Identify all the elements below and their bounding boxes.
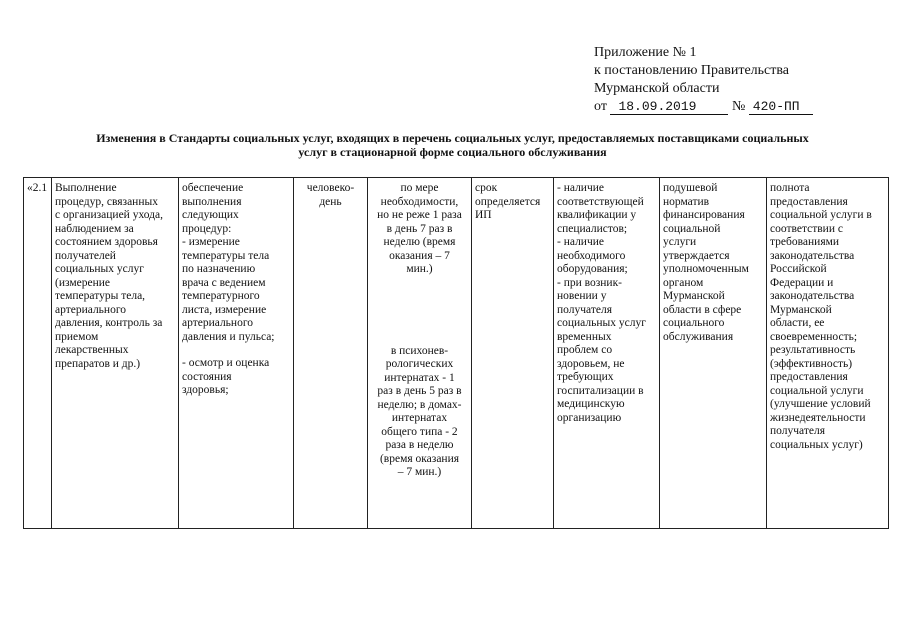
text-line: соответствии с: [770, 222, 843, 235]
text-line: наблюдением за: [55, 222, 134, 235]
text-line: температуры тела,: [55, 290, 146, 302]
text-line: уполномоченным: [663, 263, 749, 275]
text-line: требованиями: [770, 236, 840, 248]
standards-table: [23, 177, 889, 529]
text-line: законодательства: [770, 249, 855, 262]
text-line: норматив: [663, 195, 710, 208]
text-line: необходимого: [557, 249, 626, 262]
text-line: по назначению: [182, 263, 256, 275]
text-line: специалистов;: [557, 222, 628, 235]
text-line: предоставления: [770, 371, 848, 383]
title-line-1: Изменения в Стандарты социальных услуг, входящих в перечень социальных услуг, предоставляемых поставщиками социальных: [96, 131, 809, 145]
text-line: здоровьем, не: [557, 357, 625, 370]
service-term: [475, 182, 550, 223]
service-name: [55, 182, 175, 371]
text-line: органом: [663, 276, 704, 289]
cell-norm: [660, 178, 767, 529]
text-line: соответствующей: [557, 195, 644, 208]
cell-frequency: [368, 178, 472, 529]
text-line: – 7 мин.): [397, 466, 442, 478]
text-line: социального: [663, 317, 725, 329]
text-line: организацию: [557, 411, 622, 424]
text-line: листа, измерение: [182, 303, 267, 316]
date-prefix: от: [594, 99, 607, 114]
frequency-part-b: [371, 345, 468, 480]
text-line: интернатах - 1: [384, 371, 455, 384]
text-line: утверждается: [663, 249, 730, 262]
decree-number: 420-ПП: [749, 100, 813, 115]
number-prefix: №: [731, 99, 746, 114]
text-line: новении у: [557, 290, 607, 302]
text-line: финансирования: [663, 209, 745, 221]
service-conditions: [557, 182, 656, 425]
table-row: [24, 178, 889, 529]
appendix-header: [594, 44, 894, 116]
text-line: госпитализации в: [557, 384, 644, 397]
text-line: Федерации и: [770, 276, 834, 289]
text-line: мин.): [406, 263, 433, 275]
text-line: законодательства: [770, 290, 855, 302]
cell-number: [24, 178, 52, 529]
text-line: оборудования;: [557, 263, 628, 275]
text-line: с организацией ухода,: [55, 209, 164, 221]
text-line: общего типа - 2: [381, 425, 458, 438]
frequency-part-a: [371, 182, 468, 277]
text-line: обслуживания: [663, 330, 734, 343]
text-line: препаратов и др.): [55, 357, 141, 370]
cell-term: [472, 178, 554, 529]
text-line: давления и пульса;: [182, 330, 275, 343]
text-line: социальной услуги в: [770, 209, 872, 221]
text-line: неделю (время: [383, 236, 456, 248]
cell-service: [52, 178, 179, 529]
text-line: состоянием здоровья: [55, 236, 158, 248]
text-line: выполнения: [182, 195, 242, 208]
appendix-date-line: [594, 98, 894, 116]
text-line: получателя: [557, 303, 612, 316]
text-line: раза в неделю: [385, 439, 454, 451]
text-line: (время оказания: [379, 452, 460, 465]
text-line: социальной услуги: [770, 384, 864, 397]
appendix-line-1: Приложение № 1: [594, 45, 697, 60]
text-line: приемом: [55, 330, 99, 343]
text-line: здоровья;: [182, 384, 229, 396]
text-line: услуги: [663, 236, 697, 248]
cell-conditions: [554, 178, 660, 529]
text-line: требующих: [557, 371, 614, 383]
text-line: процедур, связанных: [55, 195, 158, 208]
text-line: ИП: [475, 209, 492, 221]
text-line: человеко-: [306, 182, 355, 194]
text-line: (измерение: [55, 276, 111, 289]
text-line: давления, контроль за: [55, 317, 163, 329]
text-line: - наличие: [557, 236, 604, 248]
cell-unit: [294, 178, 368, 529]
text-line: Выполнение: [55, 182, 117, 194]
decree-date: 18.09.2019: [610, 100, 728, 115]
text-line: Российской: [770, 263, 827, 275]
text-line: срок: [475, 182, 498, 194]
text-line: области, ее: [770, 317, 825, 329]
text-line: неделю; в домах-: [377, 398, 462, 411]
text-line: результативность: [770, 344, 856, 356]
text-line: квалификации у: [557, 209, 637, 221]
text-line: жизнедеятельности: [770, 411, 866, 424]
text-line: - осмотр и оценка: [182, 357, 270, 369]
text-line: температуры тела: [182, 249, 270, 262]
text-line: артериального: [182, 317, 254, 329]
text-line: - наличие: [557, 182, 604, 194]
text-line: температурного: [182, 290, 260, 302]
text-line: следующих: [182, 209, 239, 221]
text-line: по мере: [400, 182, 439, 194]
text-line: социальных услуг: [557, 317, 646, 329]
text-line: в день 7 раз в: [386, 222, 453, 235]
text-line: лекарственных: [55, 344, 129, 356]
quality-indicators: [770, 182, 885, 452]
appendix-line-2: к постановлению Правительства: [594, 63, 790, 78]
text-line: определяется: [475, 195, 541, 208]
text-line: Мурманской: [770, 303, 832, 316]
text-line: артериального: [55, 303, 127, 316]
text-line: получателей: [55, 249, 116, 262]
text-line: своевременность;: [770, 330, 858, 343]
text-line: социальной: [663, 222, 721, 235]
document-title: [40, 131, 865, 159]
text-line: полнота: [770, 182, 810, 194]
text-line: социальных услуг): [770, 438, 863, 451]
cell-content: [179, 178, 294, 529]
text-line: обеспечение: [182, 182, 244, 194]
row-number: «2.1: [27, 182, 48, 194]
text-line: подушевой: [663, 182, 718, 194]
financing-norm: [663, 182, 763, 344]
text-line: области в сфере: [663, 303, 742, 316]
text-line: оказания – 7: [389, 249, 450, 262]
unit-of-service: [297, 182, 364, 209]
text-line: в психонев-: [390, 344, 449, 357]
text-line: интернатах: [391, 412, 448, 424]
content-part-a: [182, 182, 290, 344]
text-line: врача с ведением: [182, 276, 266, 289]
text-line: проблем со: [557, 344, 613, 356]
text-line: медицинскую: [557, 398, 625, 410]
content-part-b: [182, 357, 290, 398]
text-line: получателя: [770, 425, 825, 437]
text-line: (эффективность): [770, 357, 853, 370]
text-line: - измерение: [182, 236, 240, 248]
text-line: социальных услуг: [55, 263, 144, 275]
text-line: (улучшение условий: [770, 398, 871, 410]
text-line: - при возник-: [557, 276, 623, 289]
text-line: состояния: [182, 370, 232, 383]
text-line: Мурманской: [663, 290, 725, 302]
text-line: раз в день 5 раз в: [377, 385, 462, 397]
text-line: но не реже 1 раза: [377, 209, 462, 221]
text-line: предоставления: [770, 195, 848, 208]
text-line: процедур:: [182, 222, 232, 235]
text-line: временных: [557, 330, 612, 343]
text-line: день: [319, 195, 342, 208]
text-line: необходимости,: [380, 195, 459, 208]
cell-quality: [767, 178, 889, 529]
title-line-2: услуг в стационарной форме социального обслуживания: [298, 145, 607, 159]
text-line: рологических: [385, 358, 454, 370]
appendix-line-3: Мурманской области: [594, 81, 720, 96]
